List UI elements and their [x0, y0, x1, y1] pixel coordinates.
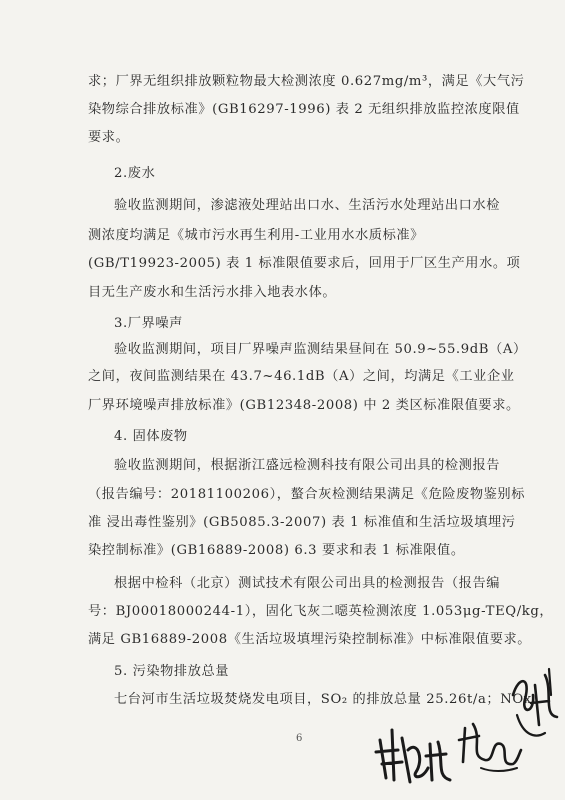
text-line: (GB/T19923-2005) 表 1 标准限值要求后，回用于厂区生产用水。项: [88, 256, 521, 271]
text-line: 根据中检科（北京）测试技术有限公司出具的检测报告（报告编: [114, 576, 501, 591]
section-heading-emissions-total: 5. 污染物排放总量: [114, 664, 230, 679]
text-line: 准 浸出毒性鉴别》(GB5085.3-2007) 表 1 标准值和生活垃圾填埋污: [88, 515, 516, 530]
text-line: （报告编号：20181100206），螯合灰检测结果满足《危险废物鉴别标: [88, 487, 525, 502]
section-heading-noise: 3.厂界噪声: [114, 316, 183, 331]
text-line: 测浓度均满足《城市污水再生利用-工业用水水质标准》: [88, 228, 424, 243]
text-line: 目无生产废水和生活污水排入地表水体。: [88, 285, 337, 300]
page-number: 6: [296, 733, 303, 744]
text-line: 之间，夜间监测结果在 43.7~46.1dB（A）之间，均满足《工业企业: [88, 369, 515, 384]
text-line: 七台河市生活垃圾焚烧发电项目，SO₂ 的排放总量 25.26t/a；NOx: [114, 692, 532, 707]
text-line: 染控制标准》(GB16889-2008) 6.3 要求和表 1 标准限值。: [88, 543, 465, 558]
text-line: 求；厂界无组织排放颗粒物最大检测浓度 0.627mg/m³，满足《大气污: [88, 74, 525, 89]
text-line: 厂界环境噪声排放标准》(GB12348-2008) 中 2 类区标准限值要求。: [88, 398, 520, 413]
text-line: 染物综合排放标准》(GB16297-1996) 表 2 无组织排放监控浓度限值: [88, 102, 520, 117]
text-line: 验收监测期间，渗滤液处理站出口水、生活污水处理站出口水检: [114, 198, 501, 213]
text-line: 号：BJ00018000244-1），固化飞灰二噁英检测浓度 1.053μg-TEQ/kg，: [88, 604, 554, 619]
text-line: 验收监测期间，根据浙江盛远检测科技有限公司出具的检测报告: [114, 458, 501, 473]
section-heading-solid-waste: 4. 固体废物: [114, 429, 188, 444]
text-line: 满足 GB16889-2008《生活垃圾填埋污染控制标准》中标准限值要求。: [88, 632, 532, 647]
handwritten-signature-1: [372, 720, 462, 790]
text-line: 要求。: [88, 130, 130, 145]
section-heading-wastewater: 2.废水: [114, 166, 156, 181]
handwritten-signature-3: [505, 655, 565, 750]
text-line: 验收监测期间，项目厂界噪声监测结果昼间在 50.9~55.9dB（A）: [114, 342, 527, 357]
